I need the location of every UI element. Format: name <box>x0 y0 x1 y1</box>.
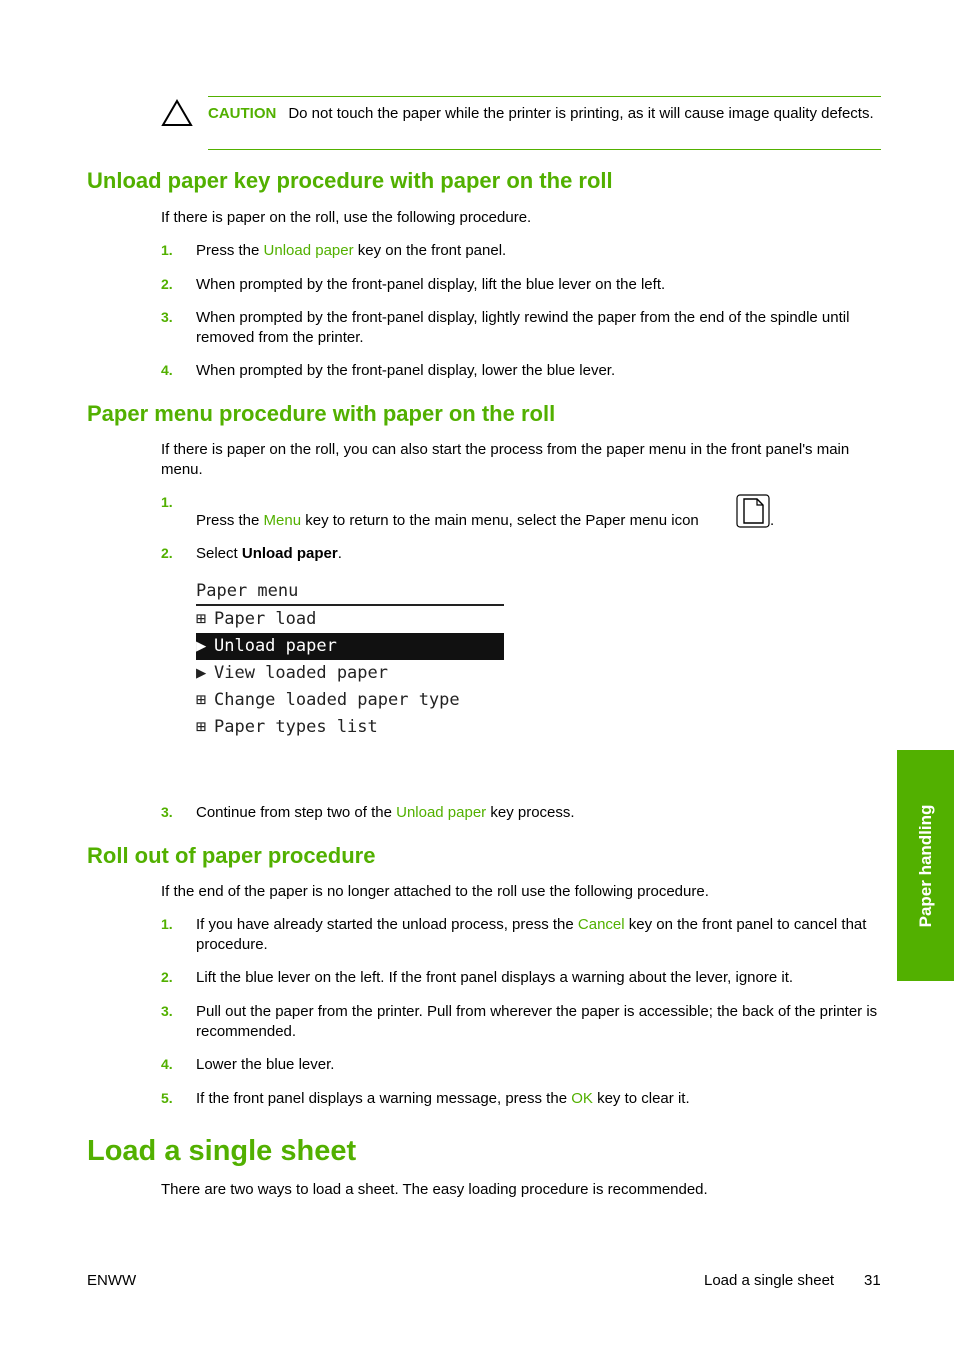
step-number: 2. <box>161 969 173 985</box>
step-number: 5. <box>161 1090 173 1106</box>
menu-item-paper-types-list[interactable]: ⊞ Paper types list <box>196 714 504 741</box>
step-text: If you have already started the unload process, press the Cancel key on the front panel to cancel that procedure. <box>196 916 867 953</box>
cancel-link[interactable]: Cancel <box>577 916 625 933</box>
step-number: 2. <box>161 545 173 561</box>
arrow-right-icon: ▶ <box>196 636 207 656</box>
step-number: 3. <box>161 804 173 820</box>
step-number: 1. <box>161 242 173 258</box>
expand-icon: ⊞ <box>196 717 207 737</box>
section-intro: If there is paper on the roll, you can also start the process from the paper menu in the front panel's main menu. <box>161 441 850 478</box>
paper-menu-icon <box>736 494 770 528</box>
step-number: 3. <box>161 1003 173 1019</box>
step-text: When prompted by the front-panel display, lightly rewind the paper from the end of the spindle until removed from the printer. <box>196 309 850 346</box>
section-title-unload-key: Unload paper key procedure with paper on the roll <box>87 168 613 193</box>
chapter-title: Load a single sheet <box>87 1135 357 1167</box>
side-tab <box>897 750 954 981</box>
caution-text: Do not touch the paper while the printer is printing, as it will cause image quality defects. <box>288 105 874 122</box>
section-intro: If there is paper on the roll, use the following procedure. <box>161 209 532 226</box>
caution-icon <box>161 99 193 127</box>
section-title-paper-menu: Paper menu procedure with paper on the roll <box>87 401 556 426</box>
side-tab-label: Paper handling <box>915 804 935 927</box>
step-text: If the front panel displays a warning message, press the OK key to clear it. <box>196 1090 690 1107</box>
step-number: 2. <box>161 276 173 292</box>
page-number: 31 <box>864 1272 881 1289</box>
menu-item-view-loaded-paper[interactable]: ▶ View loaded paper <box>196 660 504 687</box>
caution-box <box>208 96 881 150</box>
expand-icon: ⊞ <box>196 609 207 629</box>
unload-paper-link[interactable]: Unload paper <box>263 242 354 259</box>
step-number: 4. <box>161 1056 173 1072</box>
step-number: 1. <box>161 916 173 932</box>
caution-note <box>208 104 881 123</box>
footer-left: ENWW <box>87 1272 137 1289</box>
unload-paper-link[interactable]: Unload paper <box>396 804 487 821</box>
step-number: 1. <box>161 494 173 510</box>
step-text: Lower the blue lever. <box>196 1056 335 1073</box>
step-text: Pull out the paper from the printer. Pull from wherever the paper is accessible; the back of the printer is recommended. <box>196 1003 878 1040</box>
step-text: Press the Menu key to return to the main menu, select the Paper menu icon <box>196 512 699 529</box>
expand-icon: ⊞ <box>196 690 207 710</box>
section-intro: If the end of the paper is no longer attached to the roll use the following procedure. <box>161 883 709 900</box>
step-text: When prompted by the front-panel display, lift the blue lever on the left. <box>196 276 666 293</box>
step-number: 4. <box>161 362 173 378</box>
section-title-roll-out: Roll out of paper procedure <box>87 843 376 868</box>
display-title: Paper menu <box>196 578 504 606</box>
menu-item-change-paper-type[interactable]: ⊞ Change loaded paper type <box>196 687 504 714</box>
step-text: Continue from step two of the Unload paper key process. <box>196 804 575 821</box>
step-text: Select Unload paper. <box>196 545 342 562</box>
menu-item-paper-load[interactable]: ⊞ Paper load <box>196 606 504 633</box>
front-panel-display <box>196 578 504 741</box>
footer-section: Load a single sheet <box>704 1272 835 1289</box>
step-text: When prompted by the front-panel display, lower the blue lever. <box>196 362 616 379</box>
caution-label: CAUTION <box>208 105 277 122</box>
step-end: . <box>770 512 775 529</box>
ok-link[interactable]: OK <box>571 1090 593 1107</box>
menu-link[interactable]: Menu <box>263 512 302 529</box>
arrow-right-icon: ▶ <box>196 663 207 683</box>
chapter-intro: There are two ways to load a sheet. The easy loading procedure is recommended. <box>161 1181 708 1198</box>
step-text: Lift the blue lever on the left. If the front panel displays a warning about the lever, ignore it. <box>196 969 794 986</box>
step-number: 3. <box>161 309 173 325</box>
menu-item-unload-paper[interactable]: ▶ Unload paper <box>196 633 504 660</box>
step-text: Press the Unload paper key on the front panel. <box>196 242 507 259</box>
